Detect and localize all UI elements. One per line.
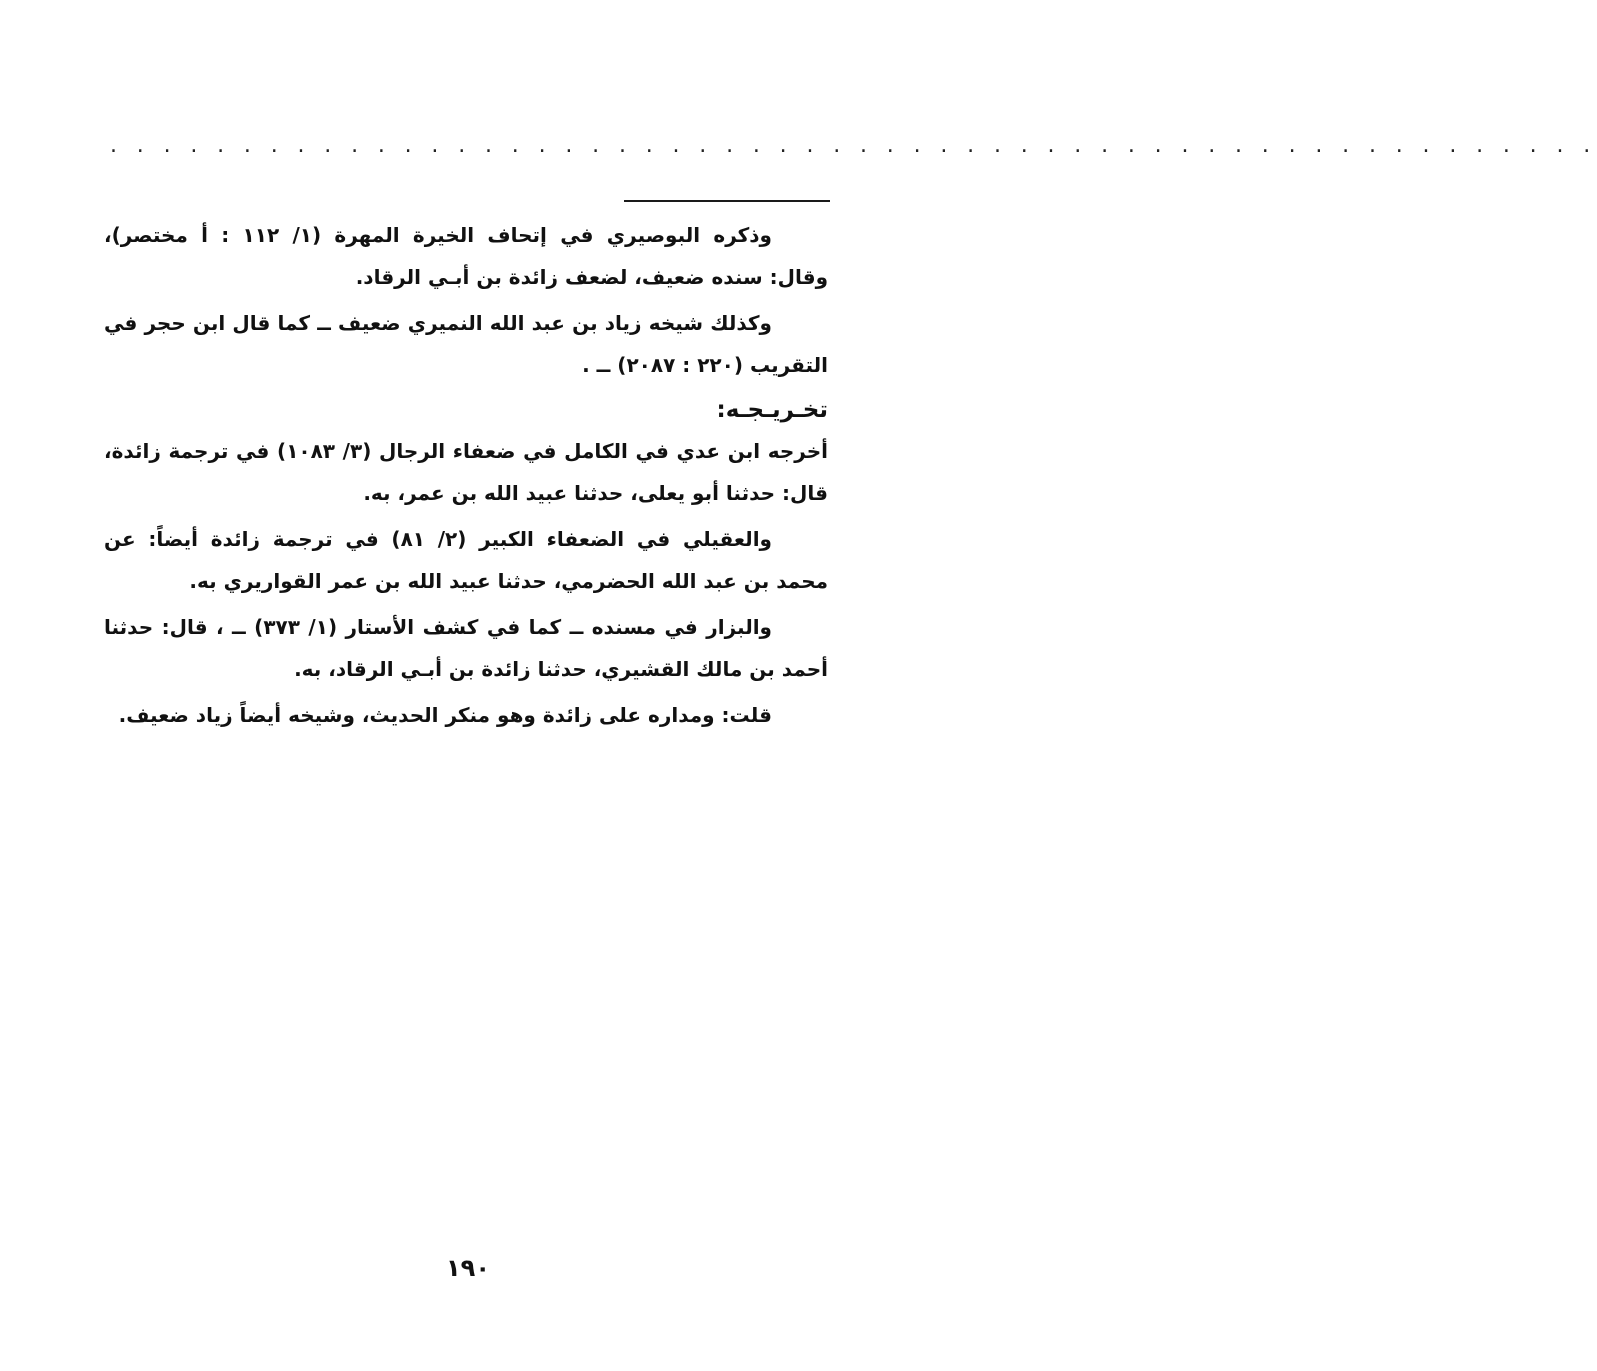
takhrij-uqayli: والعقيلي في الضعفاء الكبير (٢/ ٨١) في ترجمة زائدة أيضاً: عن محمد بن عبد الله الحضرمي، حدثنا عبيد الله بن عمر القواريري به. [104, 527, 828, 593]
separator-dots: . . . . . . . . . . . . . . . . . . . . . . . . . . . . . . . . . . . . . . . . . . . . . . . . . . . . . . . . [110, 133, 1597, 158]
footnote-rule [624, 200, 830, 202]
takhrij-bazzar: والبزار في مسنده ــ كما في كشف الأستار (١/ ٣٧٣) ــ ، قال: حدثنا أحمد بن مالك القشيري، حدثنا زائدة بن أبـي الرقاد، به. [104, 615, 828, 681]
main-text [104, 214, 828, 740]
paragraph-busiri: وذكره البوصيري في إتحاف الخيرة المهرة (١/ ١١٢ : أ مختصر)، وقال: سنده ضعيف، لضعف زائدة بن أبـي الرقاد. [104, 223, 828, 289]
conclusion-paragraph: قلت: ومداره على زائدة وهو منكر الحديث، وشيخه أيضاً زياد ضعيف. [118, 703, 772, 727]
page-number: ١٩٠ [446, 1254, 490, 1282]
paragraph-ziyad: وكذلك شيخه زياد بن عبد الله النميري ضعيف ــ كما قال ابن حجر في التقريب (٢٢٠ : ٢٠٨٧) ــ . [104, 311, 828, 377]
takhrij-ibn-adi: أخرجه ابن عدي في الكامل في ضعفاء الرجال (٣/ ١٠٨٣) في ترجمة زائدة، قال: حدثنا أبو يعلى، حدثنا عبيد الله بن عمر، به. [104, 439, 828, 505]
section-heading-takhrij: تخـريـجـه: [716, 397, 828, 423]
